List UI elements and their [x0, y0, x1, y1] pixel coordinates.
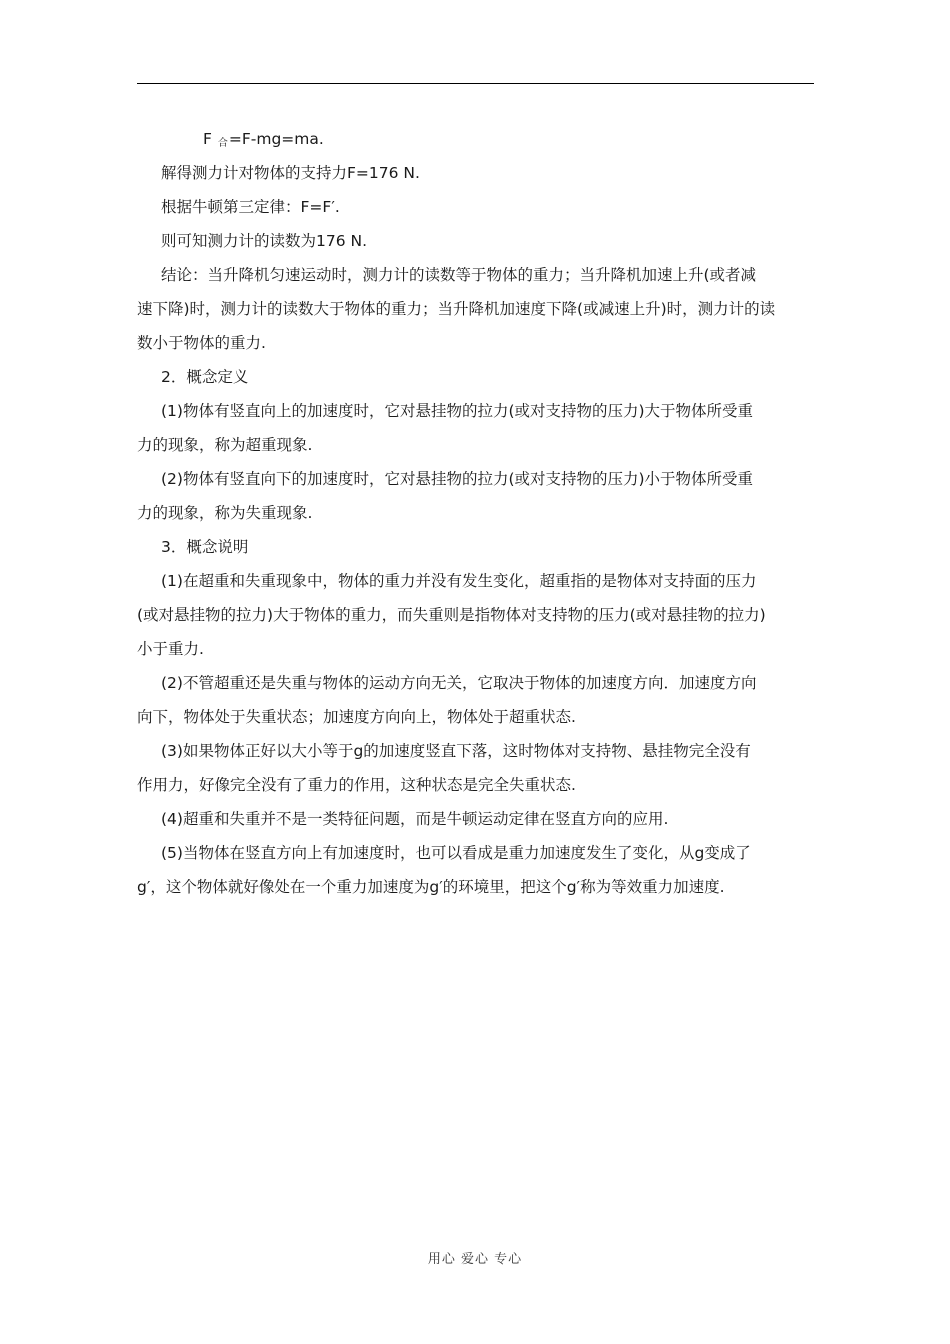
paragraph-line: 力的现象，称为超重现象.	[137, 436, 313, 454]
document-body	[137, 122, 815, 904]
paragraph-line: (2)物体有竖直向下的加速度时，它对悬挂物的拉力(或对支持物的压力)小于物体所受重	[161, 470, 754, 488]
formula-f: F	[203, 130, 217, 148]
paragraph-line: (5)当物体在竖直方向上有加速度时，也可以看成是重力加速度发生了变化，从g变成了	[161, 844, 751, 862]
section-heading: 3．概念说明	[161, 538, 249, 556]
paragraph-line: 小于重力.	[137, 640, 204, 658]
paragraph-line: (2)不管超重还是失重与物体的运动方向无关，它取决于物体的加速度方向．加速度方向	[161, 674, 757, 692]
paragraph-line: 结论：当升降机匀速运动时，测力计的读数等于物体的重力；当升降机加速上升(或者减	[161, 266, 757, 284]
paragraph-line: 数小于物体的重力.	[137, 334, 266, 352]
paragraph-line: (4)超重和失重并不是一类特征问题，而是牛顿运动定律在竖直方向的应用.	[161, 810, 669, 828]
header-rule	[137, 83, 814, 84]
paragraph-line: 则可知测力计的读数为176 N.	[161, 232, 368, 250]
paragraph-line: g′，这个物体就好像处在一个重力加速度为g′的环境里，把这个g′称为等效重力加速度.	[137, 878, 725, 896]
section-heading: 2．概念定义	[161, 368, 249, 386]
formula-subscript: 合	[217, 138, 228, 149]
formula-rest: =F-mg=ma.	[228, 130, 324, 148]
formula-line	[137, 122, 815, 156]
paragraph-line: (1)物体有竖直向上的加速度时，它对悬挂物的拉力(或对支持物的压力)大于物体所受重	[161, 402, 754, 420]
paragraph-line: (或对悬挂物的拉力)大于物体的重力，而失重则是指物体对支持物的压力(或对悬挂物的拉力)	[137, 606, 766, 624]
paragraph-line: (3)如果物体正好以大小等于g的加速度竖直下落，这时物体对支持物、悬挂物完全没有	[161, 742, 751, 760]
paragraph-line: (1)在超重和失重现象中，物体的重力并没有发生变化，超重指的是物体对支持面的压力	[161, 572, 757, 590]
paragraph-line: 力的现象，称为失重现象.	[137, 504, 313, 522]
page-footer: 用心 爱心 专心	[427, 1252, 523, 1267]
paragraph-line: 向下，物体处于失重状态；加速度方向向上，物体处于超重状态.	[137, 708, 576, 726]
paragraph-line: 根据牛顿第三定律：F=F′.	[161, 198, 340, 216]
paragraph-line: 速下降)时，测力计的读数大于物体的重力；当升降机加速度下降(或减速上升)时，测力计的读	[137, 300, 776, 318]
paragraph-line: 解得测力计对物体的支持力F=176 N.	[161, 164, 420, 182]
paragraph-line: 作用力，好像完全没有了重力的作用，这种状态是完全失重状态.	[137, 776, 576, 794]
